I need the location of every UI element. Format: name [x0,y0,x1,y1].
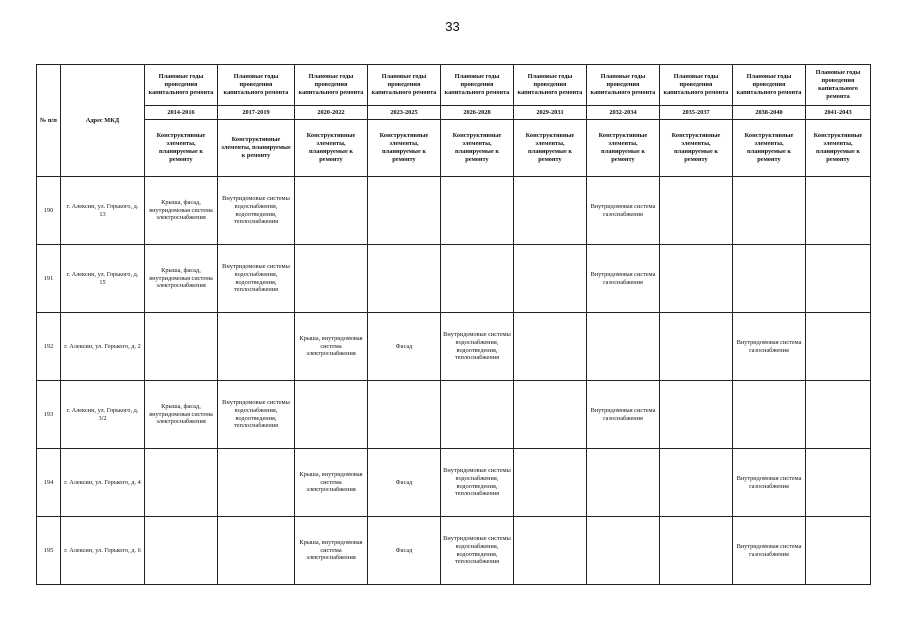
row-number: 194 [37,449,61,517]
period-years: 2020-2022 [295,106,368,120]
repair-cell [514,381,587,449]
repair-cell [514,177,587,245]
repair-cell [733,177,806,245]
table-row [37,313,871,381]
row-address: г. Алексин, ул. Горького, д. 2 [61,313,145,381]
row-address: г. Алексин, ул. Горького, д. 3/2 [61,381,145,449]
repair-cell [806,245,871,313]
repair-cell [733,245,806,313]
repair-cell [806,517,871,585]
repair-cell [145,449,218,517]
repair-cell: Внутридомовые системы водоснабжения, водоотведения, теплоснабжения [441,449,514,517]
repair-cell [295,177,368,245]
row-address: г. Алексин, ул. Горького, д. 6 [61,517,145,585]
repair-cell [660,245,733,313]
elements-header: Конструктивные элементы, планируемые к ремонту [587,120,660,177]
repair-cell [218,449,295,517]
repair-cell [660,517,733,585]
period-header: Плановые годы проведения капитального ремонта [660,65,733,106]
repair-cell [660,313,733,381]
repair-cell [368,177,441,245]
capital-repair-table [36,64,871,585]
table-row [37,177,871,245]
period-years: 2032-2034 [587,106,660,120]
repair-cell [587,517,660,585]
repair-cell: Крыша, фасад, внутридомовая система электроснабжения [145,177,218,245]
elements-header: Конструктивные элементы, планируемые к ремонту [733,120,806,177]
repair-cell: Крыша, внутридомовая система электроснабжения [295,313,368,381]
period-header: Плановые годы проведения капитального ремонта [587,65,660,106]
repair-cell [806,177,871,245]
repair-cell [660,449,733,517]
repair-cell [441,177,514,245]
repair-cell: Фасад [368,313,441,381]
period-years: 2023-2025 [368,106,441,120]
elements-header: Конструктивные элементы, планируемые к ремонту [514,120,587,177]
repair-cell: Внутридомовая система газоснабжения [587,381,660,449]
row-number: 190 [37,177,61,245]
repair-cell [806,313,871,381]
repair-cell [806,381,871,449]
repair-cell: Внутридомовая система газоснабжения [733,313,806,381]
elements-header: Конструктивные элементы, планируемые к ремонту [145,120,218,177]
repair-cell [587,313,660,381]
elements-header: Конструктивные элементы, планируемые к ремонту [218,120,295,177]
row-address: г. Алексин, ул. Горького, д. 13 [61,177,145,245]
repair-cell: Внутридомовые системы водоснабжения, водоотведения, теплоснабжения [218,245,295,313]
repair-cell: Крыша, фасад, внутридомовая система электроснабжения [145,245,218,313]
repair-cell [514,245,587,313]
period-header: Плановые годы проведения капитального ремонта [145,65,218,106]
repair-cell [295,381,368,449]
period-years: 2029-2031 [514,106,587,120]
repair-cell [806,449,871,517]
period-years: 2014-2016 [145,106,218,120]
elements-header: Конструктивные элементы, планируемые к ремонту [441,120,514,177]
table-row [37,449,871,517]
repair-cell: Внутридомовая система газоснабжения [733,517,806,585]
repair-cell [514,517,587,585]
repair-cell: Крыша, внутридомовая система электроснабжения [295,449,368,517]
period-header: Плановые годы проведения капитального ремонта [733,65,806,106]
table-row [37,245,871,313]
period-years: 2038-2040 [733,106,806,120]
row-address: г. Алексин, ул. Горького, д. 15 [61,245,145,313]
repair-cell [295,245,368,313]
repair-cell [733,381,806,449]
table-row [37,517,871,585]
repair-cell: Внутридомовые системы водоснабжения, водоотведения, теплоснабжения [218,381,295,449]
repair-cell: Внутридомовые системы водоснабжения, водоотведения, теплоснабжения [441,517,514,585]
repair-cell: Фасад [368,449,441,517]
repair-cell [441,245,514,313]
address-header: Адрес МКД [61,65,145,177]
period-header: Плановые годы проведения капитального ремонта [441,65,514,106]
period-years: 2035-2037 [660,106,733,120]
elements-header: Конструктивные элементы, планируемые к ремонту [368,120,441,177]
row-number: 191 [37,245,61,313]
elements-header: Конструктивные элементы, планируемые к ремонту [295,120,368,177]
repair-cell: Внутридомовая система газоснабжения [733,449,806,517]
period-header: Плановые годы проведения капитального ремонта [218,65,295,106]
table-row [37,381,871,449]
repair-cell: Внутридомовые системы водоснабжения, водоотведения, теплоснабжения [441,313,514,381]
elements-header: Конструктивные элементы, планируемые к ремонту [806,120,871,177]
num-header: № п/п [37,65,61,177]
period-header: Плановые годы проведения капитального ремонта [806,65,871,106]
period-years: 2041-2043 [806,106,871,120]
row-number: 193 [37,381,61,449]
repair-cell: Крыша, внутридомовая система электроснабжения [295,517,368,585]
repair-cell [368,245,441,313]
repair-cell: Внутридомовые системы водоснабжения, водоотведения, теплоснабжения [218,177,295,245]
repair-cell: Внутридомовая система газоснабжения [587,245,660,313]
row-number: 192 [37,313,61,381]
repair-cell [514,449,587,517]
repair-cell [587,449,660,517]
elements-header: Конструктивные элементы, планируемые к ремонту [660,120,733,177]
row-address: г. Алексин, ул. Горького, д. 4 [61,449,145,517]
row-number: 195 [37,517,61,585]
repair-cell: Фасад [368,517,441,585]
repair-cell [660,177,733,245]
repair-cell [441,381,514,449]
repair-cell [218,517,295,585]
period-header: Плановые годы проведения капитального ремонта [368,65,441,106]
repair-cell [514,313,587,381]
repair-cell [218,313,295,381]
repair-cell [368,381,441,449]
repair-cell [145,517,218,585]
period-years: 2026-2028 [441,106,514,120]
repair-cell: Крыша, фасад, внутридомовая система электроснабжения [145,381,218,449]
repair-cell [660,381,733,449]
repair-cell [145,313,218,381]
page-number: 33 [445,19,460,34]
period-header: Плановые годы проведения капитального ремонта [514,65,587,106]
period-header: Плановые годы проведения капитального ремонта [295,65,368,106]
table-body [37,177,871,585]
repair-cell: Внутридомовая система газоснабжения [587,177,660,245]
period-years: 2017-2019 [218,106,295,120]
